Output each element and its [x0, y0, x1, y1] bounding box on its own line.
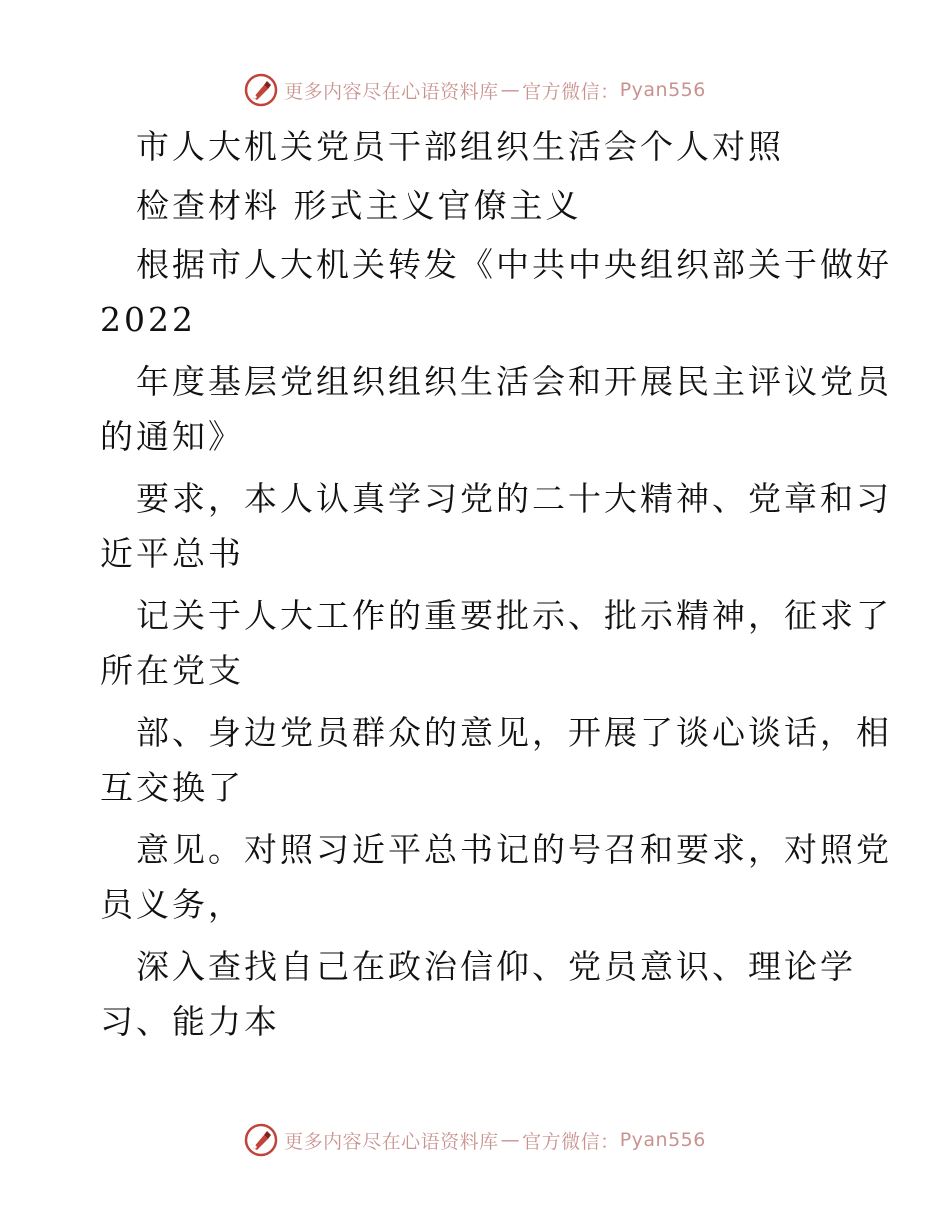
footer-watermark [0, 1120, 950, 1160]
paragraph-line: 根据市人大机关转发《中共中央组织部关于做好 [136, 245, 892, 284]
paragraph-line: 记关于人大工作的重要批示、批示精神，征求了 [136, 596, 892, 635]
paragraph-line: 意见。对照习近平总书记的号召和要求，对照党 [136, 830, 892, 869]
paragraph-line: 员义务， [100, 885, 244, 924]
document-title-line-2: 检查材料 形式主义官僚主义 [136, 186, 582, 225]
paragraph-line: 习、能力本 [100, 1002, 280, 1041]
paragraph-line: 近平总书 [100, 534, 244, 573]
watermark-wechat-label: 官方微信： [522, 80, 620, 103]
document-title-line-1: 市人大机关党员干部组织生活会个人对照 [136, 127, 784, 166]
header-watermark [0, 70, 950, 110]
watermark-wechat-label: 官方微信： [522, 1130, 620, 1153]
watermark-wechat-id: Pyan556 [619, 79, 706, 101]
pen-nib-logo-icon [244, 1123, 278, 1157]
paragraph-line: 年度基层党组织组织生活会和开展民主评议党员 [136, 362, 892, 401]
paragraph-line: 2022 [100, 300, 196, 339]
paragraph-line: 深入查找自己在政治信仰、党员意识、理论学 [136, 947, 856, 986]
paragraph-line: 互交换了 [100, 768, 244, 807]
watermark-wechat-id: Pyan556 [619, 1129, 706, 1151]
watermark-text: 更多内容尽在心语资料库 [284, 80, 499, 103]
paragraph-line: 部、身边党员群众的意见，开展了谈心谈话，相 [136, 713, 892, 752]
watermark-separator: — [500, 1129, 521, 1151]
paragraph-line: 的通知》 [100, 417, 244, 456]
paragraph-line: 所在党支 [100, 651, 244, 690]
pen-nib-logo-icon [244, 73, 278, 107]
watermark-text: 更多内容尽在心语资料库 [284, 1130, 499, 1153]
paragraph-line: 要求，本人认真学习党的二十大精神、党章和习 [136, 479, 892, 518]
watermark-separator: — [500, 79, 521, 101]
